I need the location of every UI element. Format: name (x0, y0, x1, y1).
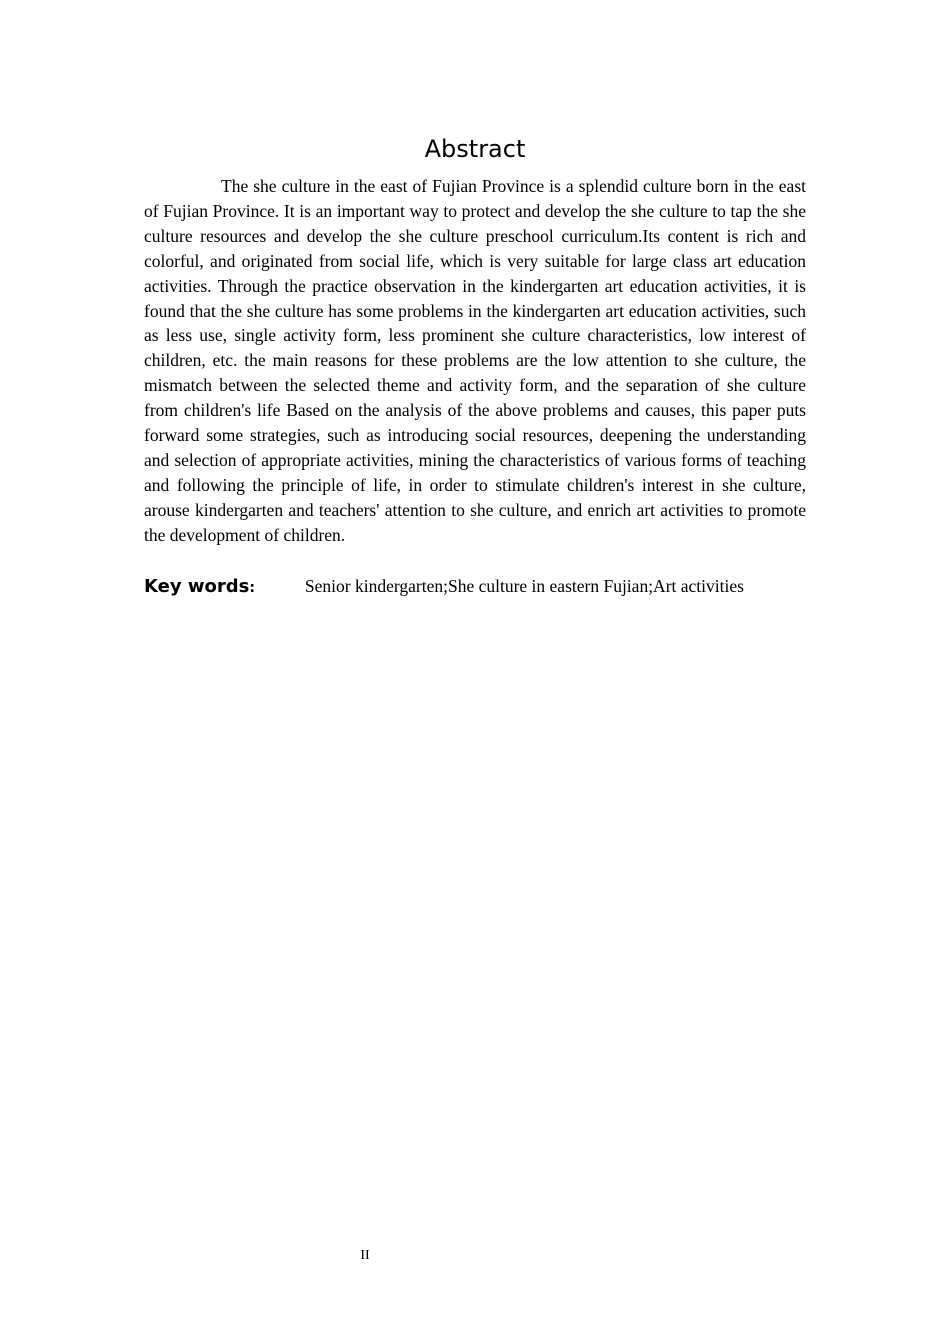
keywords-text: Senior kindergarten;She culture in eastern Fujian;Art activities (304, 576, 744, 596)
abstract-title: Abstract (424, 135, 526, 163)
page-number: II (360, 1248, 370, 1263)
keywords-line (144, 573, 844, 600)
keywords-label: Key words (144, 576, 250, 597)
keywords-colon: : (249, 580, 255, 596)
abstract-body: The she culture in the east of Fujian Province is a splendid culture born in the east of Fujian Province. It is an important way to protect and develop the she culture to tap the she culture resources and develop the she culture preschool curriculum.Its content is rich and colorful, and originated from social life, which is very suitable for large class art education activities. Through the practice observation in the kindergarten art education activities, it is found that the she culture has some problems in the kindergarten art education activities, such as less use, single activity form, less prominent she culture characteristics, low interest of children, etc. the main reasons for these problems are the low attention to she culture, the mismatch between the selected theme and activity form, and the separation of she culture from children's life Based on the analysis of the above problems and causes, this paper puts forward some strategies, such as introducing social resources, deepening the understanding and selection of appropriate activities, mining the characteristics of various forms of teaching and following the principle of life, in order to stimulate children's interest in she culture, arouse kindergarten and teachers' attention to she culture, and enrich art activities to promote the development of children. (144, 176, 806, 545)
